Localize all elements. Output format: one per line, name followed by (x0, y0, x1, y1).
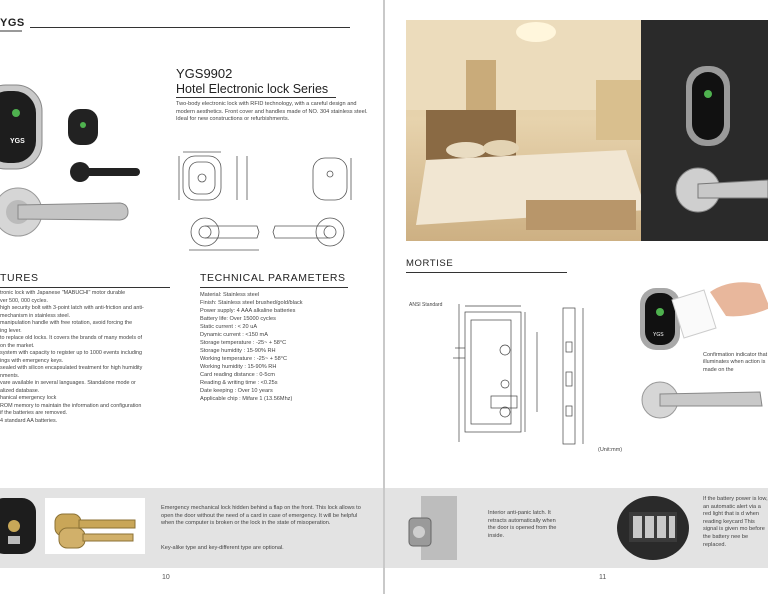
battery-compartment-image (615, 492, 693, 564)
features-rule (0, 287, 170, 288)
feature-line: system with capacity to register up to 1000 events including (0, 350, 143, 356)
tech-param: Card reading distance : 0-5cm (200, 372, 275, 378)
mortise-drawing (425, 302, 625, 447)
mortise-rule (406, 272, 567, 273)
tech-param: Material: Stainless steel (200, 292, 260, 298)
feature-line: to replace old locks. It covers the brands of many models of (0, 335, 143, 341)
battery-alert-text: If the battery power is low, an automatic alert via a red light that is d when reading keycard This signal is given mo before the battery nee be replaced. (703, 496, 768, 548)
tech-param: Static current : < 20 uA (200, 324, 258, 330)
feature-line: on the market. (0, 342, 35, 349)
ansi-standard-label: ANSI Standard (409, 302, 443, 308)
svg-text:YGS: YGS (653, 332, 664, 338)
feature-line: if the batteries are removed. (0, 410, 68, 416)
emergency-lock-image (0, 496, 40, 556)
tech-param: Battery life: Over 15000 cycles (200, 316, 276, 322)
tech-params-rule (200, 287, 348, 288)
key-type-text: Key-alike type and key-different type are optional. (161, 545, 284, 551)
tech-param: Storage humidity : 15-90% RH (200, 348, 276, 354)
tech-param: Dynamic current : <150 mA (200, 332, 268, 338)
feature-line: sealed with silicon encapsulated treatment for high humidity (0, 365, 143, 371)
lock-product-image (0, 75, 170, 250)
feature-line: mechanism in stainless steel. (0, 312, 71, 319)
feature-line: vare available in several languages. Standalone mode or (0, 380, 136, 386)
feature-line: ROM memory to maintain the information and configuration (0, 402, 142, 409)
keys-image (45, 498, 145, 554)
bottom-band-right (385, 488, 768, 568)
feature-line: hanical emergency lock (0, 395, 57, 401)
intro-text: Two-body electronic lock with RFID technology, with a careful design and modern aesthetics. Front cover and handles made of NO. 304 stainless steel. Ideal for new constructions or refurbishments. (176, 101, 368, 123)
hotel-room-scene (406, 20, 768, 241)
right-page (385, 0, 768, 594)
features-list (0, 290, 178, 425)
svg-text:YGS: YGS (10, 138, 25, 145)
antipanic-latch-image (405, 496, 465, 560)
feature-line: nments. (0, 372, 20, 379)
tech-param: Date keeping : Over 10 years (200, 388, 273, 394)
tech-param: Finish: Stainless steel brushed/gold/black (200, 300, 303, 306)
feature-line: 4 standard AA batteries. (0, 417, 58, 424)
features-title: TURES (0, 272, 39, 284)
feature-line: ings with emergency keys. (0, 357, 64, 364)
title-rule (176, 97, 336, 98)
page-number-right: 11 (599, 574, 607, 581)
emergency-text: Emergency mechanical lock hidden behind a flap on the front. This lock allows to open the door without the need of a card in case of emergency. It will be helpful when the computer is broken or the lock in the state of misoperation. (161, 505, 361, 527)
brand-logo: YGS (0, 17, 25, 29)
tech-param: Power supply: 4 AAA alkaline batteries (200, 308, 296, 314)
model-number: YGS9902 (176, 66, 233, 81)
left-page (0, 0, 383, 594)
mortise-title: MORTISE (406, 258, 454, 269)
confirmation-text: Confirmation indicator that illuminates when action is made on the (703, 352, 768, 373)
feature-line: high security bolt with 3-point latch with anti-friction and anti- (0, 305, 144, 311)
tech-param: Working humidity : 15-90% RH (200, 364, 277, 370)
tech-param: Working temperature : -25~ + 58°C (200, 356, 288, 362)
unit-label: (Unit:mm) (598, 447, 623, 453)
tech-param: Storage temperature : -25~ + 58°C (200, 340, 287, 346)
feature-line: tronic lock with Japanese "MABUCHI" motor durable (0, 290, 126, 296)
feature-line: alized database. (0, 387, 40, 394)
series-title: Hotel Electronic lock Series (176, 82, 329, 96)
tech-param: Applicable chip : Mifare 1 (13.56Mhz) (200, 396, 293, 402)
tech-params-list (200, 291, 370, 403)
hotel-room-photo (406, 20, 768, 241)
feature-line: manipulation handle with free rotation, avoid forcing the (0, 320, 133, 326)
header-rule (30, 27, 350, 28)
antipanic-text: Interior anti-panic latch. It retracts automatically when the door is opened from the inside. (488, 510, 557, 539)
bottom-band (0, 488, 383, 568)
tech-params-title: TECHNICAL PARAMETERS (200, 272, 346, 284)
feature-line: ver 500, 000 cycles. (0, 297, 48, 304)
feature-line: ing lever. (0, 327, 22, 334)
lock-technical-drawing (175, 150, 365, 255)
page-number-left: 10 (162, 574, 170, 581)
tech-param: Reading & writing time : <0.25s (200, 380, 278, 386)
logo-underline (0, 30, 22, 32)
